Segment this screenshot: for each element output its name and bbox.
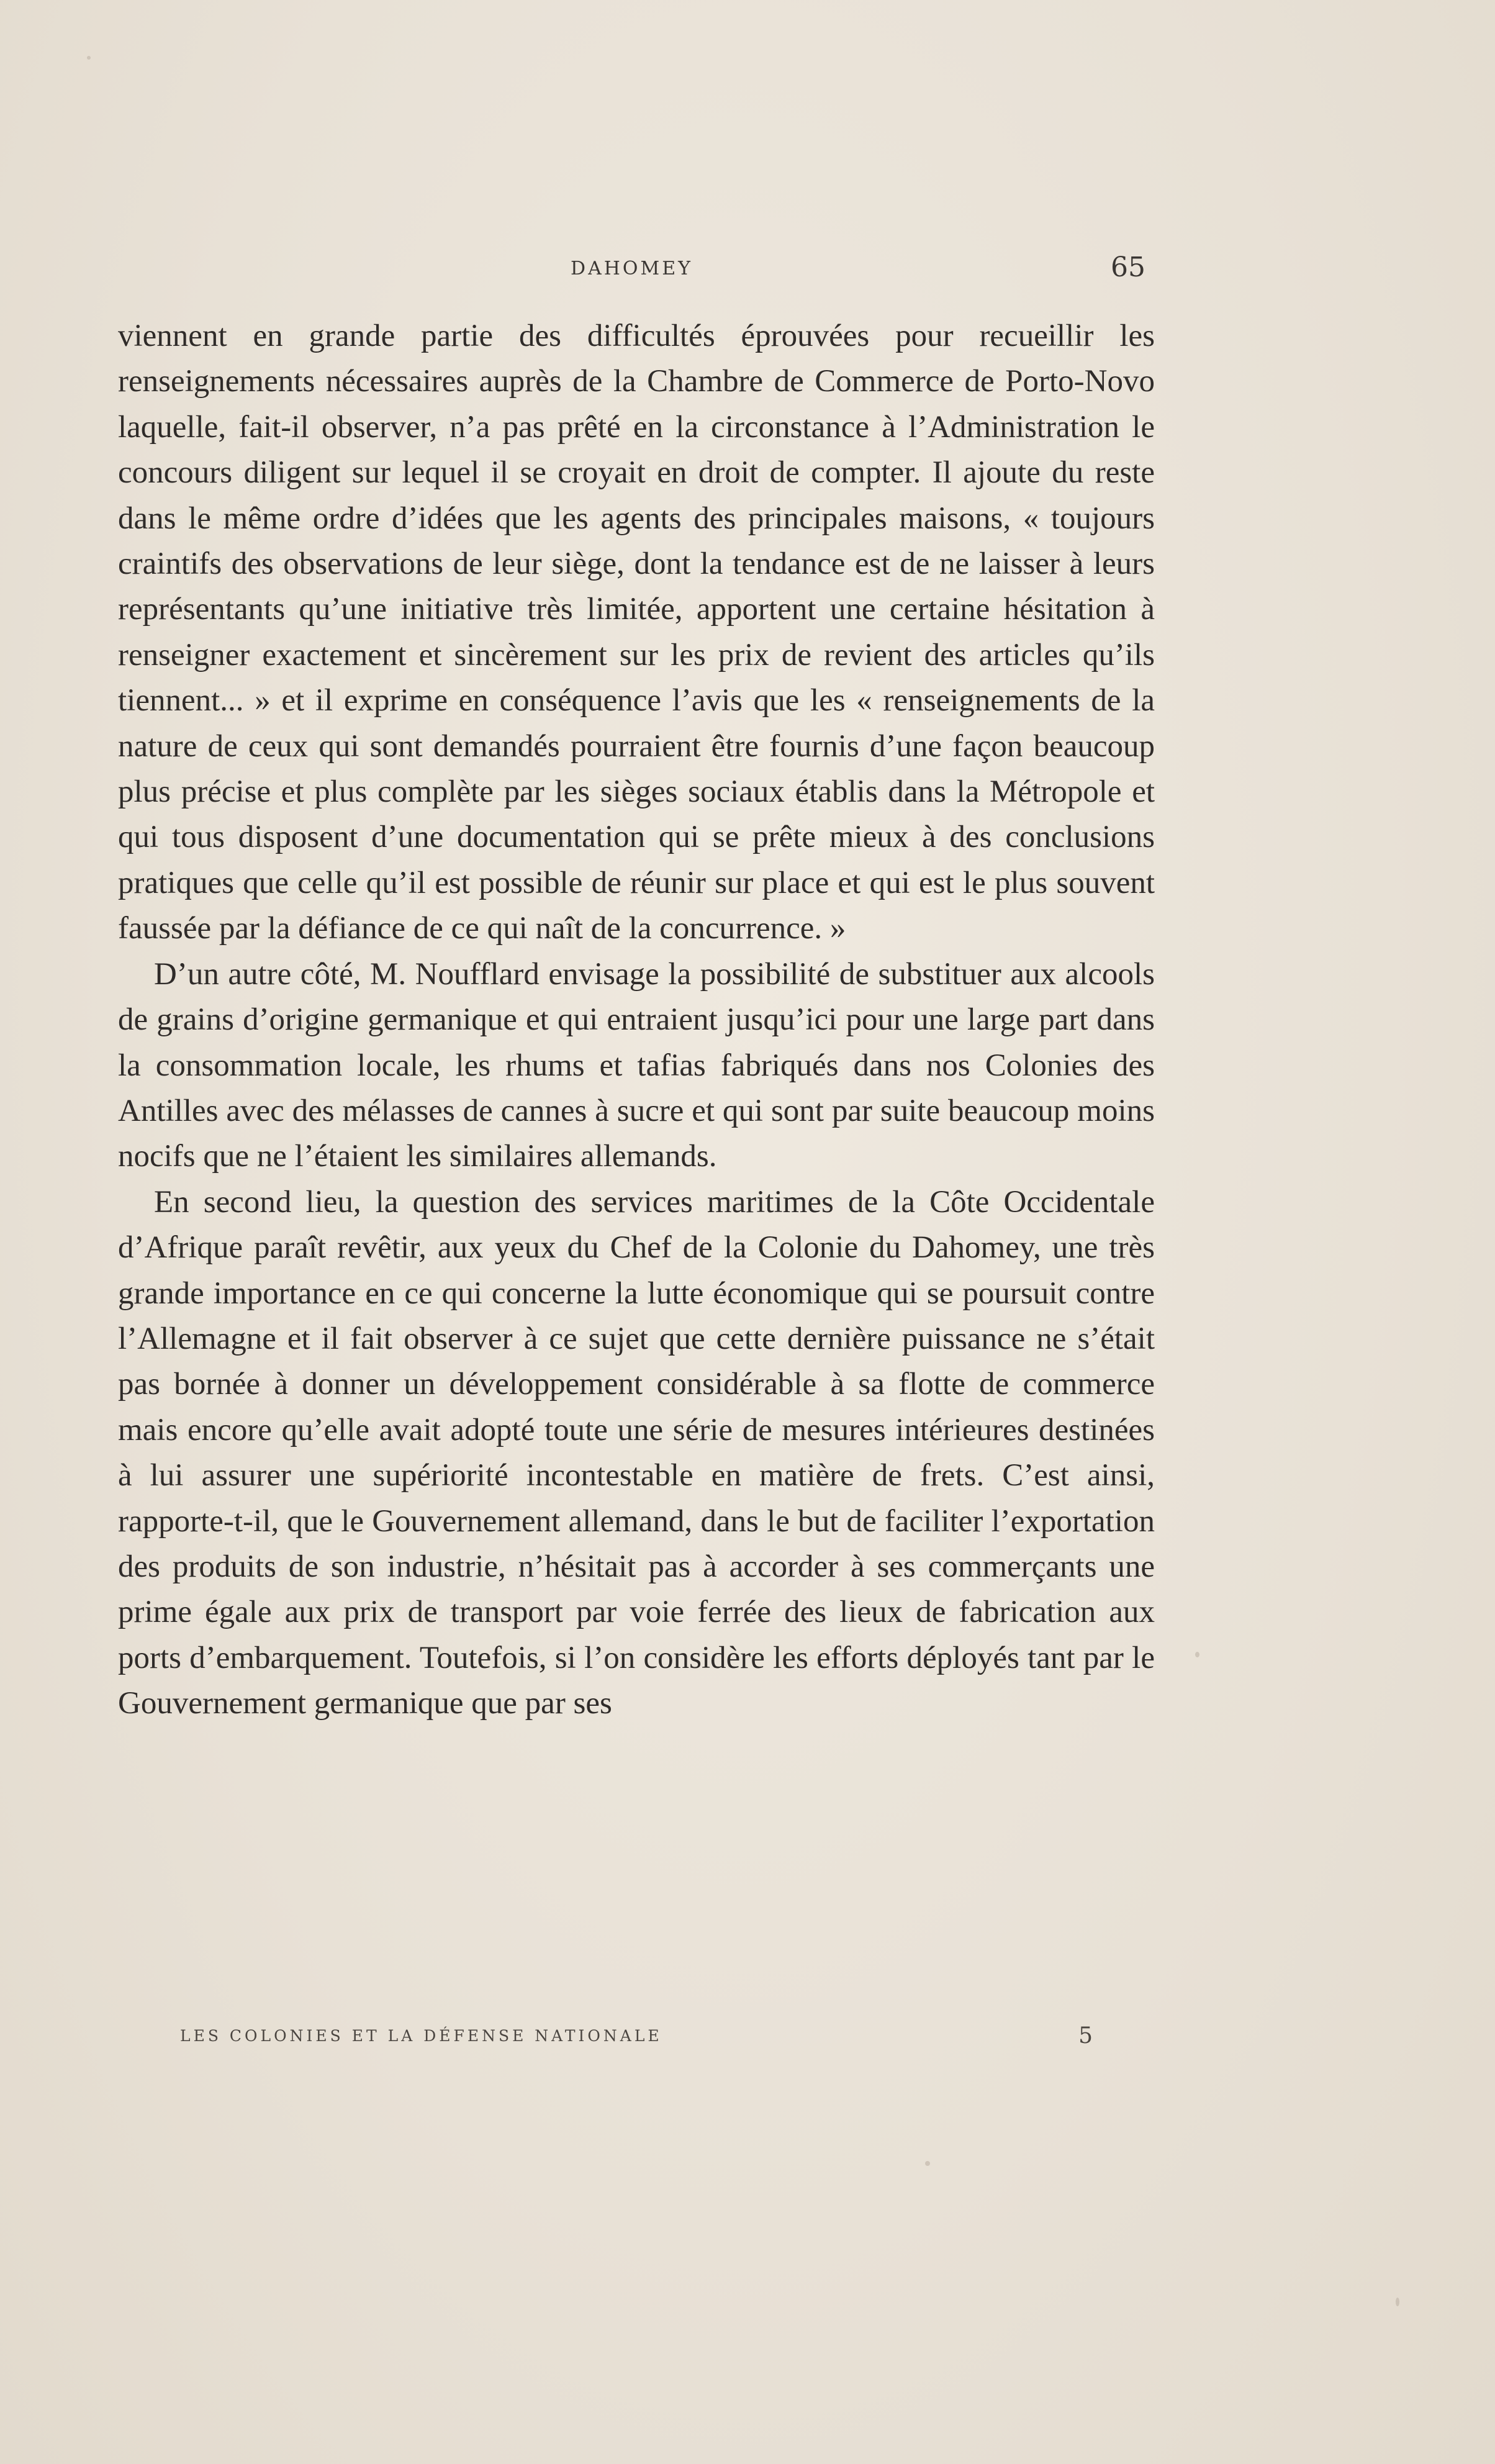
footer-title: LES COLONIES ET LA DÉFENSE NATIONALE xyxy=(180,2027,662,2045)
paper-speck xyxy=(1396,2298,1399,2306)
running-head xyxy=(118,251,1145,289)
running-title: DAHOMEY xyxy=(571,258,693,279)
paper-speck xyxy=(87,56,91,60)
paragraph-1: viennent en grande partie des difficultés éprouvées pour recueillir les renseignements nécessaires auprès de la Chambre de Commerce de Porto-Novo laquelle, fait-il observer, n’a pas prêté en la circonstance à l’Administration le concours diligent sur lequel il se croyait en droit de compter. Il ajoute du reste dans le même ordre d’idées que les agents des principales maisons, « toujours craintifs des observations de leur siège, dont la tendance est de ne laisser à leurs représentants qu’une initiative très limitée, apportent une certaine hésitation à renseigner exactement et sincèrement sur les prix de revient des articles qu’ils tiennent... » et il exprime en conséquence l’avis que les « renseignements de la nature de ceux qui sont demandés pourraient être fournis d’une façon beaucoup plus précise et plus complète par les sièges sociaux établis dans la Métropole et qui tous disposent d’une documentation qui se prête mieux à des conclusions pratiques que celle qu’il est possible de réunir sur place et qui est le plus souvent faussée par la défiance de ce qui naît de la concurrence. » xyxy=(118,319,1155,946)
paper-speck xyxy=(925,2161,930,2166)
page-footer xyxy=(180,2023,1093,2054)
paragraph-2: D’un autre côté, M. Noufflard envisage la possibilité de substituer aux alcools de grains d’origine germanique et qui entraient jusqu’ici pour une large part dans la consommation locale, les rhums et tafias fabriqués dans nos Colonies des Antilles avec des mélasses de cannes à sucre et qui sont par suite beaucoup moins nocifs que ne l’étaient les similaires allemands. xyxy=(118,956,1155,1174)
paragraph-3: En second lieu, la question des services maritimes de la Côte Occidentale d’Afrique paraît revêtir, aux yeux du Chef de la Colonie du Dahomey, une très grande importance en ce qui concerne la lutte économique qui se poursuit contre l’Allemagne et il fait observer à ce sujet que cette dernière puissance ne s’était pas bornée à donner un développement considérable à sa flotte de commerce mais encore qu’elle avait adopté toute une série de mesures intérieures destinées à lui assurer une supériorité incontestable en matière de frets. C’est ainsi, rapporte-t-il, que le Gouvernement allemand, dans le but de faciliter l’exportation des produits de son industrie, n’hésitait pas à accorder à ses commerçants une prime égale aux prix de transport par voie ferrée des lieux de fabrication aux ports d’embarquement. Toutefois, si l’on considère les efforts déployés tant par le Gouvernement germanique que par ses xyxy=(118,1184,1155,1721)
page-number: 65 xyxy=(1111,251,1145,283)
body-text xyxy=(118,314,1155,1727)
paper-speck xyxy=(1195,1652,1199,1657)
signature-mark: 5 xyxy=(1078,2023,1093,2049)
